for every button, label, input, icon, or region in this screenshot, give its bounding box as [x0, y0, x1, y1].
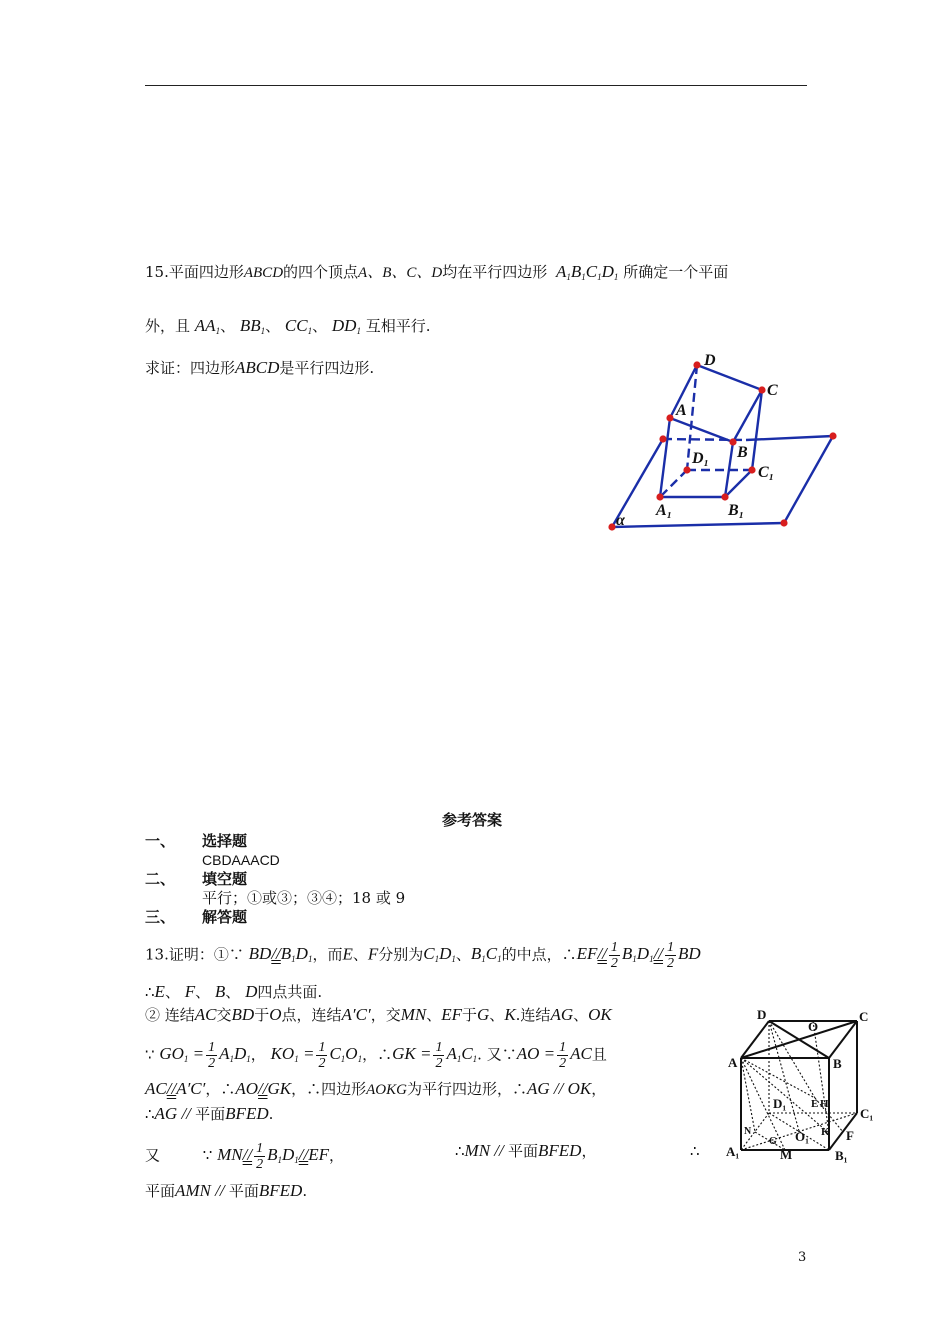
figure-plane-parallelogram [600, 345, 850, 535]
proof-text: 平面 [145, 1182, 176, 1200]
cube-label-A1: A₁ [726, 1144, 740, 1159]
section2-number: 二、 [145, 870, 176, 888]
problem15-line1 [145, 262, 728, 287]
label-B: B [737, 444, 748, 461]
formula-ao-gk: AO//GK [235, 1079, 292, 1098]
formula-bfed: BFED [225, 1104, 269, 1123]
formula-e-f: E [342, 944, 353, 964]
label-C1: C₁ [758, 464, 775, 481]
proof-line6: ∴AG // 平面BFED. [145, 1104, 274, 1123]
proof-line7-end: ∴ [690, 1142, 700, 1160]
problem15-line2: 外，且 $AA_1$、 $BB_1$、 $CC_1$、 $DD_1$ 互相平行. [145, 316, 431, 336]
label-A: A [676, 402, 687, 419]
formula-ac-parallel: AC//A′C′ [145, 1079, 206, 1098]
cube-label-C: C [859, 1009, 869, 1024]
cube-label-B1: B₁ [835, 1148, 848, 1163]
formula-bfed3: BFED [258, 1181, 303, 1200]
formula-bb1: $BB_1$ [239, 316, 266, 336]
formula-bd-parallel: $BD//B_1D_1$ [248, 944, 313, 965]
formula-aa1: $AA_1$ [194, 316, 221, 336]
proof-line5: AC//A′C′，∴AO//GK，∴四边形AOKG为平行四边形，∴AG // OK， [145, 1079, 607, 1098]
formula-k: K [504, 1005, 516, 1024]
cube-label-A: A [728, 1055, 738, 1070]
proof-line2: ∴E、 F、 B、 D四点共面. [145, 982, 323, 1001]
formula-ag-ok: AG [550, 1005, 574, 1024]
proof-text: .连结 [515, 1006, 551, 1024]
formula-a-c-prime: A′C′ [341, 1005, 371, 1024]
proof-text: 又 [145, 1146, 161, 1165]
problem15-text: 是平行四边形. [279, 359, 375, 377]
formula-f2: F [184, 982, 196, 1001]
formula-mn-plane: MN // [464, 1141, 508, 1160]
formula-mn-ef: MN [400, 1005, 427, 1024]
formula-ef-half-b1d1: EF// $\frac{1}{2}$ $B_1D_1//$ $\frac{1}{2}$ BD [576, 940, 701, 971]
formula-ok: OK [588, 1005, 612, 1024]
proof-text: ∵ [202, 1146, 213, 1165]
cube-label-G: G [769, 1136, 777, 1147]
cube-label-B: B [833, 1056, 842, 1071]
problem15-abcd: ABCD [243, 265, 284, 281]
problem15-text: 所确定一个平面 [623, 263, 729, 281]
formula-f: F [367, 944, 379, 964]
proof-text: 于 [254, 1006, 270, 1024]
proof-text: 平面 [228, 1182, 259, 1200]
page-number: 3 [798, 1250, 807, 1265]
proof-text: 平面 [508, 1142, 539, 1160]
formula-abcd: ABCD [235, 358, 280, 377]
cube-label-O: O [808, 1019, 819, 1034]
formula-ef: EF [441, 1005, 462, 1024]
section2-content: 平行；①或③；③④；18 或 9 [202, 889, 406, 907]
problem15-points: A、B、C、D [358, 265, 443, 281]
proof-text: 且 [591, 1045, 607, 1064]
formula-a1b1c1d1: $A_1B_1C_1D_1$ [556, 262, 619, 282]
formula-bfed2: BFED [538, 1141, 582, 1160]
label-A1: A₁ [656, 502, 673, 519]
problem15-text: 均在平行四边形 [442, 263, 548, 281]
cube-label-D: D [757, 1008, 767, 1022]
proof-line1: 13.证明：①∵ $BD//B_1D_1$，而E、F分别为$C_1D_1$、$B_1C_1$的中点，∴EF// $\frac{1}{2}$ $B_1D_1//$ $\frac{1}{2}$ BD [145, 940, 701, 971]
problem15-text: 的四个顶点 [283, 263, 359, 281]
problem15-text: 15.平面四边形 [145, 263, 244, 281]
cube-label-E: E [811, 1098, 819, 1110]
proof-text: ，交 [370, 1006, 401, 1024]
problem15-text: 互相平行. [365, 317, 431, 335]
proof-aokg: AOKG [366, 1082, 407, 1098]
formula-o: O [269, 1005, 282, 1024]
proof-line8: 平面AMN // 平面BFED. [145, 1181, 308, 1200]
section3-number: 三、 [145, 908, 176, 926]
cube-label-M: M [780, 1147, 793, 1162]
proof-line7-mid: ∴MN // 平面BFED， [455, 1141, 597, 1160]
cube-label-K: K [821, 1126, 830, 1138]
formula-g-k: G [477, 1005, 490, 1024]
formula-mn-half: MN// $\frac{1}{2}$ $B_1D_1//EF$ [217, 1141, 329, 1172]
proof-text: ，∴四边形 [291, 1080, 367, 1098]
proof-text: 交 [216, 1006, 232, 1024]
figure-cube [725, 1008, 885, 1166]
label-D: D [704, 352, 716, 369]
section1-number: 一、 [145, 832, 176, 850]
section1-title: 选择题 [202, 832, 248, 850]
cube-label-F: F [846, 1128, 854, 1143]
problem15-text: 求证：四边形 [145, 359, 236, 377]
proof-text: ∵ [145, 1045, 155, 1064]
proof-text: 又∵ [486, 1045, 517, 1064]
problem15-line3 [145, 358, 374, 378]
label-C: C [767, 382, 778, 399]
answers-title: 参考答案 [442, 811, 503, 829]
proof-text: ∴ [377, 1045, 393, 1064]
label-B1: B₁ [728, 502, 745, 519]
proof-text: ，∴ [205, 1080, 236, 1098]
cube-label-C1: C₁ [860, 1106, 874, 1121]
section2-title: 填空题 [202, 870, 248, 888]
proof-text: 于 [462, 1006, 478, 1024]
proof-text: 四点共面. [257, 983, 323, 1001]
section3-title: 解答题 [202, 908, 248, 926]
formula-b: B [214, 982, 226, 1001]
formula-dd1: $DD_1$ [331, 316, 361, 336]
cube-label-D1: D₁ [773, 1096, 787, 1111]
formula-cc1: $CC_1$ [284, 316, 313, 336]
proof-text: ∴ [145, 983, 155, 1001]
cube-label-H: H [820, 1098, 829, 1110]
proof-text: ∴ [145, 1105, 155, 1123]
proof-line3: ② 连结AC交BD于O点，连结A′C′，交MN、EF于G、K.连结AG、OK [145, 1005, 612, 1024]
label-D1: D₁ [692, 450, 710, 467]
formula-ag-par-ok: AG // OK [527, 1079, 592, 1098]
cube-label-O1: O₁ [795, 1129, 810, 1144]
formula-d: D [245, 982, 258, 1001]
formula-b1c1: $B_1C_1$ [470, 944, 502, 965]
formula-ao: AO = $\frac{1}{2}$ AC [516, 1040, 592, 1071]
formula-ag-plane: AG // [154, 1104, 196, 1123]
header-rule [145, 85, 807, 86]
proof-text: ② 连结 [145, 1006, 195, 1024]
proof-text: 13.证明：①∵ [145, 945, 244, 964]
formula-go1: $GO_1$ = $\frac{1}{2}$ $A_1D_1$ [159, 1040, 251, 1071]
proof-line7: 又 ∵ MN// $\frac{1}{2}$ $B_1D_1//EF$， [145, 1141, 344, 1172]
proof-text: 的中点，∴ [501, 945, 577, 964]
formula-amn: AMN // [175, 1181, 229, 1200]
problem15-text: 外，且 [145, 317, 191, 335]
label-alpha: α [616, 512, 625, 529]
proof-text: 平面 [195, 1105, 226, 1123]
formula-gk: GK = $\frac{1}{2}$ $A_1C_1$ [392, 1040, 478, 1071]
proof-text: 为平行四边形，∴ [406, 1080, 527, 1098]
cube-label-N: N [744, 1126, 752, 1137]
formula-bd: BD [231, 1005, 255, 1024]
proof-text: 分别为 [378, 945, 424, 964]
proof-text: ∴ [455, 1142, 465, 1160]
formula-efbd: E [154, 982, 165, 1001]
section1-content: CBDAAACD [202, 852, 280, 868]
proof-line4: ∵ $GO_1$ = $\frac{1}{2}$ $A_1D_1$， $KO_1$ = $\frac{1}{2}$ $C_1O_1$，∴GK = $\frac{1}{2}$ $A_1C_1$. 又∵AO = $\frac{1}{2}$ AC且 [145, 1040, 607, 1071]
proof-text: ，而 [312, 945, 343, 964]
proof-text: 点，连结 [281, 1006, 342, 1024]
formula-ac: AC [194, 1005, 217, 1024]
formula-c1d1-b1c1: $C_1D_1$ [423, 944, 456, 965]
formula-ko1: $KO_1$ = $\frac{1}{2}$ $C_1O_1$ [270, 1040, 363, 1071]
